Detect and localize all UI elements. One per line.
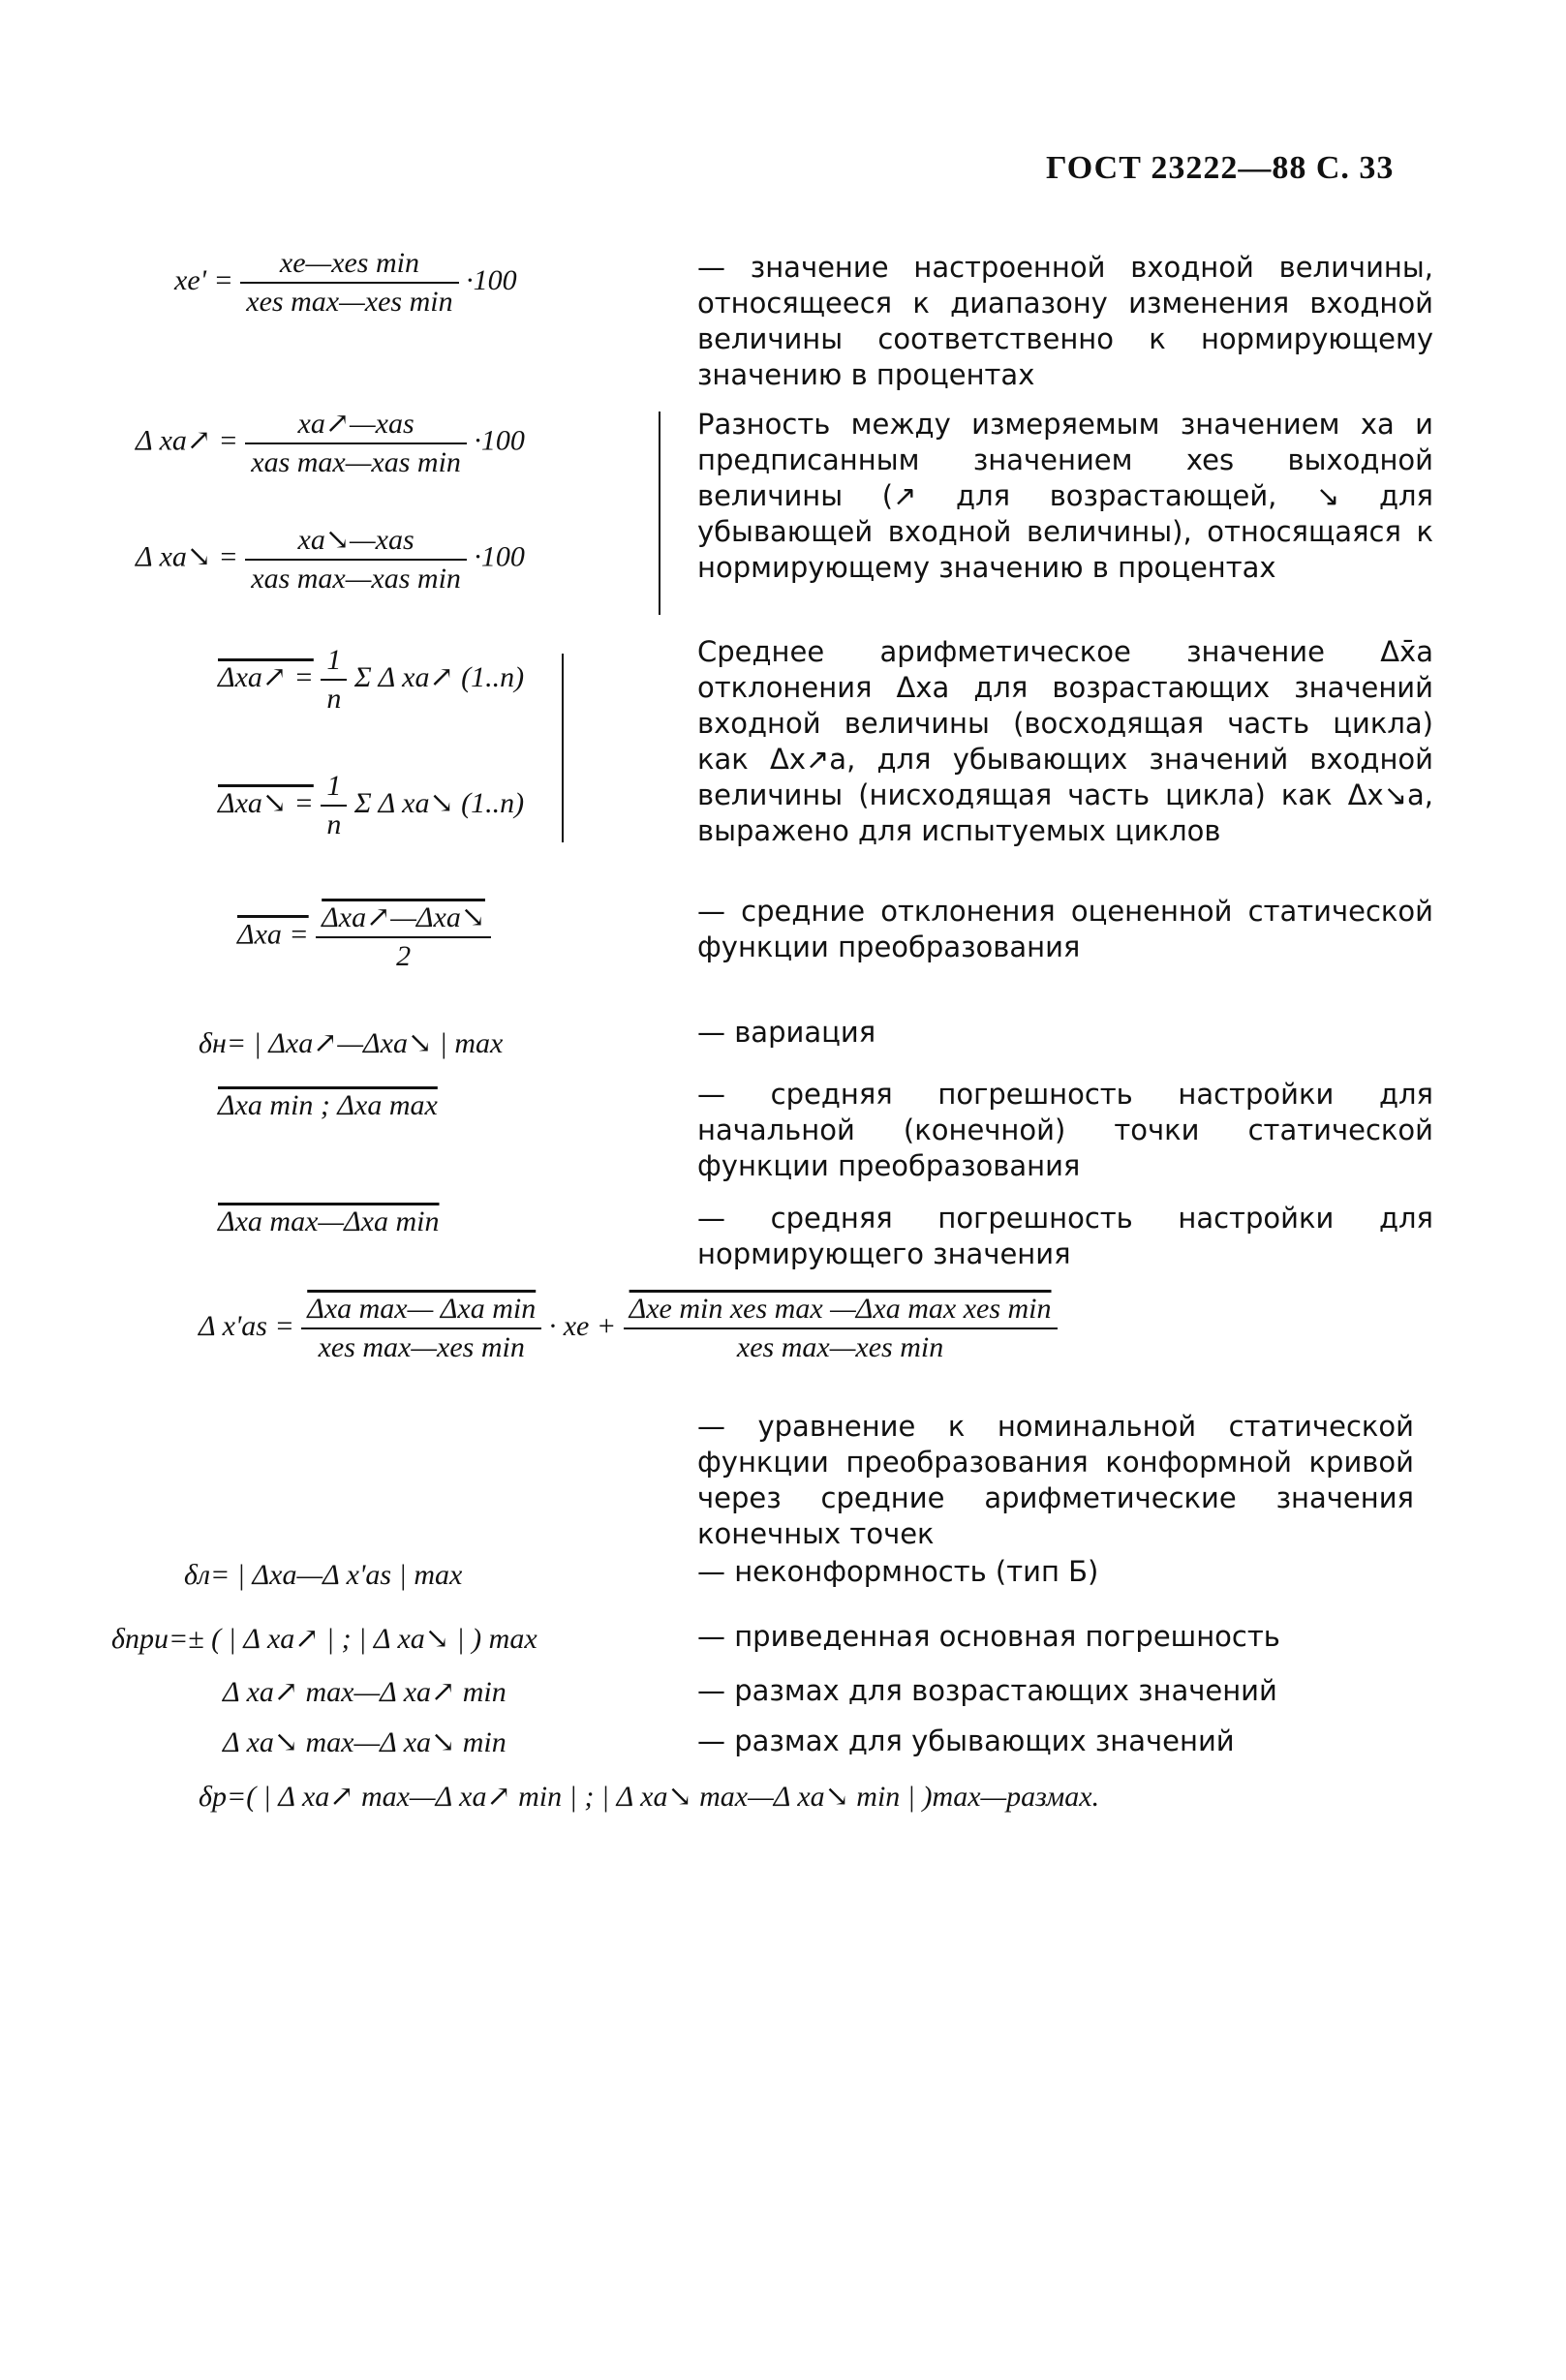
formula-tail: ·100 [474,540,525,573]
description-3: Среднее арифметическое значение Δx̄a отклонения Δxa для возрастающих значений входной величины (восходящая часть цикла) как Δx↗a, для убывающих значений входной величины (нисходящая часть цикла) как Δx↘a, выражено для испытуемых циклов [697,635,1433,847]
description-4: — средние отклонения оцененной статической функции преобразования [697,895,1433,963]
fraction [321,770,347,841]
denominator: n [326,809,342,840]
denominator: xes max—xes min [246,286,453,318]
formula-lhs: Δxa↘ = [218,786,314,819]
denominator: 2 [396,940,412,972]
fraction [301,1293,541,1364]
numerator: 1 [321,644,347,681]
formula-7: δн= | Δxa↗—Δxa↘ | max [199,1027,504,1059]
formula-5 [218,770,524,841]
formula-13: Δ xa↗ max—Δ xa↗ min [223,1676,507,1708]
description-1: — значение настроенной входной величины, относящееся к диапазону изменения входной величины соответственно к нормирующему значению в процентах [697,251,1433,391]
numerator: xa↘—xas [245,523,467,561]
formula-15: δр=( | Δ xa↗ max—Δ xa↗ min | ; | Δ xa↘ max—Δ xa↘ min | )max—размах. [199,1781,1100,1813]
numerator: xe—xes min [240,247,458,284]
formula-mid: · xe + [548,1309,617,1342]
description-7: — средняя погрешность настройки для нормирующего значения [697,1202,1433,1270]
formula-11: δл= | Δxa—Δ x'as | max [184,1559,463,1591]
formula-2 [136,407,525,479]
brace [659,412,660,615]
formula-6 [237,900,491,973]
formula-tail: ·100 [474,424,525,457]
fraction [316,900,491,973]
denominator: n [326,683,342,715]
page-header: ГОСТ 23222—88 С. 33 [1046,150,1395,186]
denominator: xas max—xas min [251,446,461,478]
numerator: Δxa max— Δxa min [301,1293,541,1329]
description-12: — размах для убывающих значений [697,1724,1235,1757]
formula-lhs: Δ x'as = [199,1309,294,1342]
formula-9: Δxa max—Δxa min [218,1205,440,1237]
formula-1 [174,247,517,319]
description-9: — неконформность (тип Б) [697,1555,1099,1588]
formula-12: δпри=± ( | Δ xa↗ | ; | Δ xa↘ | ) max [111,1623,537,1655]
formula-3 [136,523,525,595]
formula-lhs: Δ xa↗ = [136,424,238,457]
formula-10 [199,1293,1058,1364]
denominator: xes max—xes min [318,1331,525,1363]
description-2: Разность между измеряемым значением xa и предписанным значением xes выходной величины (↗ для возрастающей, ↘ для убывающей входной величины), относящаяся к нормирующему значению в процентах [697,408,1433,584]
denominator: xes max—xes min [736,1331,944,1363]
description-6: — средняя погрешность настройки для начальной (конечной) точки статической функции преобразования [697,1078,1433,1182]
denominator: xas max—xas min [251,563,461,595]
formula-tail: ·100 [466,263,517,296]
brace [562,654,564,842]
fraction [245,407,467,479]
description-10: — приведенная основная погрешность [697,1620,1280,1653]
fraction [245,523,467,595]
formula-tail: Σ Δ xa↗ (1..n) [353,660,525,693]
fraction [240,247,458,319]
formula-tail: Σ Δ xa↘ (1..n) [353,786,525,819]
formula-8: Δxa min ; Δxa max [218,1089,438,1121]
fraction [624,1293,1058,1364]
formula-4 [218,644,524,716]
description-11: — размах для возрастающих значений [697,1674,1277,1707]
formula-lhs: Δ xa↘ = [136,540,238,573]
formula-lhs: Δxa↗ = [218,660,314,693]
numerator: 1 [321,770,347,807]
numerator: xa↗—xas [245,407,467,444]
formula-lhs: Δxa = [237,918,309,951]
fraction [321,644,347,716]
formula-14: Δ xa↘ max—Δ xa↘ min [223,1726,507,1758]
formula-lhs: xe' = [174,263,233,296]
description-5: — вариация [697,1016,876,1049]
numerator: Δxa↗—Δxa↘ [316,900,491,938]
numerator: Δxe min xes max —Δxa max xes min [624,1293,1058,1329]
description-8: — уравнение к номинальной статической функции преобразования конформной кривой через средние арифметические значения конечных точек [697,1410,1414,1550]
